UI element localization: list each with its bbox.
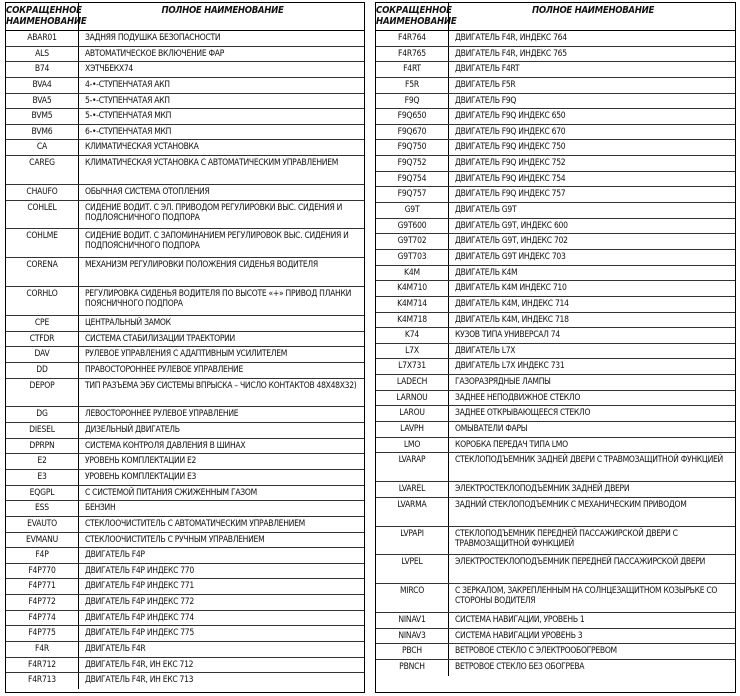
table-row [6,579,364,595]
table-row [376,422,735,438]
full-name-cell: ДВИГАТЕЛЬ K4M ИНДЕКС 710 [455,283,567,294]
table-row [6,78,364,94]
table-row [376,297,735,313]
abbreviation-cell: G9T [376,203,449,218]
full-name-cell: ЗАДНИЙ СТЕКЛОПОДЪЕМНИК С МЕХАНИЧЕСКИМ ПРИВОДОМ [455,499,687,510]
abbreviation-cell: MIRCO [376,584,449,612]
abbreviation-cell: CTFDR [6,332,79,347]
full-name-cell: СИСТЕМА НАВИГАЦИИ УРОВЕНЬ 3 [455,630,583,641]
full-name-cell: ДВИГАТЕЛЬ L7X ИНДЕКС 731 [455,361,565,372]
table-row [6,470,364,486]
full-name-cell: ДВИГАТЕЛЬ G9T [455,205,517,216]
table-row [6,140,364,156]
full-name-cell: ДВИГАТЕЛЬ F9Q [455,95,517,106]
full-name-cell: ДВИГАТЕЛЬ F4P [85,550,145,561]
abbreviation-cell: DD [6,363,79,378]
abbreviation-cell: B74 [6,62,79,77]
full-name-cell: ЭЛЕКТРОСТЕКЛОПОДЪЕМНИК ПЕРЕДНЕЙ ПАССАЖИРСКОЙ ДВЕРИ [455,557,706,568]
table-row [376,156,735,172]
full-name-cell: КОРОБКА ПЕРЕДАЧ ТИПА LMO [455,439,568,450]
abbreviation-cell: CORENA [6,258,79,286]
table-row [376,660,735,676]
abbreviation-cell: K4M714 [376,297,449,312]
abbreviation-cell: F9Q670 [376,125,449,140]
full-name-cell: ДВИГАТЕЛЬ L7X [455,345,516,356]
abbreviations-table-right [375,2,736,693]
abbreviation-cell: BVA5 [6,94,79,109]
full-name-cell: ДВИГАТЕЛЬ F4P ИНДЕКС 770 [85,565,194,576]
abbreviation-cell: F9Q [376,94,449,109]
abbreviation-cell: ESS [6,501,79,516]
table-row [376,584,735,613]
table-row [376,140,735,156]
table-row [6,501,364,517]
full-name-cell: ДВИГАТЕЛЬ F9Q ИНДЕКС 650 [455,111,566,122]
abbreviation-cell: CORHLO [6,287,79,315]
abbreviation-cell: F4R765 [376,47,449,62]
table-row [376,187,735,203]
table-row [6,125,364,141]
abbreviation-cell: DPRPN [6,439,79,454]
table-row [376,328,735,344]
full-name-cell: ВЕТРОВОЕ СТЕКЛО БЕЗ ОБОГРЕВА [455,662,585,673]
full-name-cell: ЗАДНЕЕ ОТКРЫВАЮЩЕЕСЯ СТЕКЛО [455,408,591,419]
abbreviation-cell: F4R712 [6,658,79,673]
full-name-cell: СИДЕНИЕ ВОДИТ. С ЭЛ. ПРИВОДОМ РЕГУЛИРОВКИ ВЫС. СИДЕНИЯ И ПОДЛОЯСНИЧНОГО ПОДПОРА [85,202,343,223]
full-name-cell: ОБЫЧНАЯ СИСТЕМА ОТОПЛЕНИЯ [85,186,210,197]
full-name-cell: ГАЗОРАЗРЯДНЫЕ ЛАМПЫ [455,377,551,388]
table-row [376,391,735,407]
table-row [6,47,364,63]
full-name-cell: ЗАДНЕЕ НЕПОДВИЖНОЕ СТЕКЛО [455,392,581,403]
abbreviation-cell: F4P770 [6,564,79,579]
table-row [6,564,364,580]
full-name-cell: БЕНЗИН [85,503,116,514]
abbreviation-cell: DEPOP [6,379,79,407]
table-row [376,344,735,360]
table-row [376,453,735,482]
table-row [6,316,364,332]
abbreviation-cell: G9T702 [376,234,449,249]
table-row [376,313,735,329]
abbreviation-cell: F4P772 [6,595,79,610]
table-row [376,359,735,375]
abbreviation-cell: NINAV3 [376,629,449,644]
abbreviation-cell: K74 [376,328,449,343]
header-code: СОКРАЩЕННОЕ НАИМЕНОВАНИЕ [376,3,449,30]
table-row [6,363,364,379]
table-row [6,185,364,201]
table-row [376,438,735,454]
abbreviation-cell: EVMANU [6,533,79,548]
full-name-cell: СТЕКЛОПОДЪЕМНИК ПЕРЕДНЕЙ ПАССАЖИРСКОЙ ДВЕРИ С ТРАВМОЗАЩИТНОЙ ФУНКЦИЕЙ [455,528,678,549]
abbreviation-cell: LVARMA [376,498,449,526]
full-name-cell: УРОВЕНЬ КОМПЛЕКТАЦИИ E3 [85,471,197,482]
full-name-cell: ДВИГАТЕЛЬ F9Q ИНДЕКС 752 [455,158,566,169]
full-name-cell: ХЭТЧБЕКХ74 [85,64,133,75]
abbreviation-cell: E2 [6,454,79,469]
header-name: ПОЛНОЕ НАИМЕНОВАНИЕ [531,5,654,16]
table-row [6,673,364,689]
table-row [376,109,735,125]
abbreviation-cell: F9Q757 [376,187,449,202]
abbreviation-cell: PBCH [376,644,449,659]
table-row [6,642,364,658]
full-name-cell: УРОВЕНЬ КОМПЛЕКТАЦИИ E2 [85,456,197,467]
full-name-cell: ВЕТРОВОЕ СТЕКЛО С ЭЛЕКТРООБОГРЕВОМ [455,646,617,657]
header-code: СОКРАЩЕННОЕ НАИМЕНОВАНИЕ [6,3,79,30]
full-name-cell: ДВИГАТЕЛЬ G9T ИНДЕКС 703 [455,251,566,262]
full-name-cell: МЕХАНИЗМ РЕГУЛИРОВКИ ПОЛОЖЕНИЯ СИДЕНЬЯ ВОДИТЕЛЯ [85,260,318,271]
abbreviation-cell: CA [6,140,79,155]
abbreviation-cell: LAROU [376,406,449,421]
abbreviation-cell: K4M718 [376,313,449,328]
full-name-cell: ДВИГАТЕЛЬ F9Q ИНДЕКС 670 [455,126,566,137]
table-row [376,62,735,78]
abbreviation-cell: F9Q650 [376,109,449,124]
abbreviation-cell: BVM6 [6,125,79,140]
table-row [376,613,735,629]
full-name-cell: ДВИГАТЕЛЬ F4R, ИН ЕКС 713 [85,675,194,686]
table-row [6,229,364,258]
table-row [6,62,364,78]
full-name-cell: С ЗЕРКАЛОМ, ЗАКРЕПЛЕННЫМ НА СОЛНЦЕЗАЩИТНОМ КОЗЫРЬКЕ СО СТОРОНЫ ВОДИТЕЛЯ [455,586,718,607]
table-row [6,332,364,348]
abbreviation-cell: PBNCH [376,660,449,676]
full-name-cell: 5-•-СТУПЕНЧАТАЯ МКП [85,111,172,122]
full-name-cell: КЛИМАТИЧЕСКАЯ УСТАНОВКА [85,142,199,153]
full-name-cell: ПРАВОСТОРОННЕЕ РУЛЕВОЕ УПРАВЛЕНИЕ [85,364,243,375]
table-row [376,498,735,527]
abbreviation-cell: F4P [6,548,79,563]
abbreviation-cell: L7X [376,344,449,359]
full-name-cell: ДВИГАТЕЛЬ F4P ИНДЕКС 774 [85,612,194,623]
abbreviation-cell: E3 [6,470,79,485]
abbreviation-cell: F9Q750 [376,140,449,155]
table-row [376,234,735,250]
table-row [6,439,364,455]
abbreviation-cell: LAVPH [376,422,449,437]
full-name-cell: ДВИГАТЕЛЬ G9T, ИНДЕКС 600 [455,220,568,231]
abbreviations-table-left [5,2,365,693]
abbreviation-cell: F4RT [376,62,449,77]
table-row [376,250,735,266]
table-row [6,486,364,502]
table-row [6,595,364,611]
abbreviation-cell: F4R764 [376,31,449,46]
full-name-cell: ДВИГАТЕЛЬ F4RT [455,64,520,75]
full-name-cell: РУЛЕВОЕ УПРАВЛЕНИЯ С АДАПТИВНЫМ УСИЛИТЕЛЕМ [85,349,288,360]
table-row [376,629,735,645]
full-name-cell: ДВИГАТЕЛЬ F4R, ИНДЕКС 764 [455,33,567,43]
table-row [376,406,735,422]
abbreviation-cell: F4P771 [6,579,79,594]
abbreviation-cell: G9T703 [376,250,449,265]
abbreviation-cell: EVAUTO [6,517,79,532]
full-name-cell: КУЗОВ ТИПА УНИВЕРСАЛ 74 [455,330,560,341]
abbreviation-cell: K4M710 [376,281,449,296]
full-name-cell: СТЕКЛОПОДЪЕМНИК ЗАДНЕЙ ДВЕРИ С ТРАВМОЗАЩИТНОЙ ФУНКЦИЕЙ [455,455,723,466]
table-row [6,611,364,627]
abbreviation-cell: ABAR01 [6,31,79,46]
full-name-cell: ДИЗЕЛЬНЫЙ ДВИГАТЕЛЬ [85,425,180,436]
table-row [376,266,735,282]
abbreviation-cell: CHAUFO [6,185,79,200]
abbreviation-cell: LMO [376,438,449,453]
table-row [6,533,364,549]
table-row [6,658,364,674]
table-row [6,258,364,287]
full-name-cell: ДВИГАТЕЛЬ K4M, ИНДЕКС 718 [455,314,569,325]
table-row [376,527,735,556]
abbreviation-cell: G9T600 [376,219,449,234]
full-name-cell: АВТОМАТИЧЕСКОЕ ВКЛЮЧЕНИЕ ФАР [85,48,225,59]
abbreviation-cell: CAREG [6,156,79,184]
full-name-cell: ЦЕНТРАЛЬНЫЙ ЗАМОК [85,317,171,328]
table-row [376,219,735,235]
abbreviation-cell: COHLEL [6,201,79,229]
abbreviation-cell: ALS [6,47,79,62]
abbreviation-cell: DIESEL [6,423,79,438]
table-body-left [6,31,364,689]
table-header [6,3,364,31]
table-row [6,109,364,125]
full-name-cell: 5-•-СТУПЕНЧАТАЯ АКП [85,95,170,106]
full-name-cell: ТИП РАЗЪЕМА ЭБУ СИСТЕМЫ ВПРЫСКА – ЧИСЛО КОНТАКТОВ 48Х48Х32) [85,380,357,391]
table-row [376,47,735,63]
table-row [6,94,364,110]
full-name-cell: ДВИГАТЕЛЬ F9Q ИНДЕКС 750 [455,142,566,153]
abbreviation-cell: F4R [6,642,79,657]
abbreviation-cell: BVM5 [6,109,79,124]
full-name-cell: ОМЫВАТЕЛИ ФАРЫ [455,424,528,435]
full-name-cell: СИДЕНИЕ ВОДИТ. С ЗАПОМИНАНИЕМ РЕГУЛИРОВОК ВЫС. СИДЕНИЯ И ПОДПОЯСНИЧНОГО ПОДПОРА [85,231,349,252]
abbreviation-cell: NINAV1 [376,613,449,628]
table-header [376,3,735,31]
table-row [6,548,364,564]
table-row [376,203,735,219]
table-row [6,31,364,47]
abbreviation-cell: LVPAPI [376,527,449,555]
abbreviation-cell: LVARAP [376,453,449,481]
table-row [6,201,364,230]
full-name-cell: ДВИГАТЕЛЬ F4R, ИН ЕКС 712 [85,659,194,670]
table-row [376,125,735,141]
full-name-cell: СТЕКЛООЧИСТИТЕЛЬ С РУЧНЫМ УПРАВЛЕНИЕМ [85,534,265,545]
abbreviation-cell: LVAREL [376,482,449,497]
table-row [376,281,735,297]
table-row [6,156,364,185]
table-row [376,78,735,94]
table-row [376,644,735,660]
table-row [6,626,364,642]
full-name-cell: 6-•-СТУПЕНЧАТАЯ МКП [85,126,172,137]
full-name-cell: ДВИГАТЕЛЬ K4M [455,267,518,278]
full-name-cell: ДВИГАТЕЛЬ F4P ИНДЕКС 772 [85,597,194,608]
full-name-cell: СИСТЕМА КОНТРОЛЯ ДАВЛЕНИЯ В ШИНАХ [85,440,246,451]
table-row [376,172,735,188]
full-name-cell: ДВИГАТЕЛЬ F9Q ИНДЕКС 757 [455,189,566,200]
header-name: ПОЛНОЕ НАИМЕНОВАНИЕ [161,5,284,16]
abbreviation-cell: BVA4 [6,78,79,93]
full-name-cell: СТЕКЛООЧИСТИТЕЛЬ С АВТОМАТИЧЕСКИМ УПРАВЛЕНИЕМ [85,518,305,529]
abbreviation-cell: F4P775 [6,626,79,641]
abbreviation-cell: LVPEL [376,555,449,583]
table-row [6,517,364,533]
full-name-cell: ЗАДНЯЯ ПОДУШКА БЕЗОПАСНОСТИ [85,33,221,43]
full-name-cell: ДВИГАТЕЛЬ F4R [85,644,146,654]
full-name-cell: ДВИГАТЕЛЬ F9Q ИНДЕКС 754 [455,173,566,184]
abbreviation-cell: COHLME [6,229,79,257]
table-row [6,423,364,439]
table-row [376,31,735,47]
full-name-cell: С СИСТЕМОЙ ПИТАНИЯ СЖИЖЕННЫМ ГАЗОМ [85,487,257,498]
table-row [376,555,735,584]
table-row [6,454,364,470]
full-name-cell: ДВИГАТЕЛЬ F4P ИНДЕКС 771 [85,581,194,592]
table-row [6,347,364,363]
abbreviation-cell: L7X731 [376,359,449,374]
abbreviation-cell: F5R [376,78,449,93]
table-row [376,482,735,498]
abbreviation-cell: DG [6,407,79,422]
full-name-cell: ЭЛЕКТРОСТЕКЛОПОДЪЕМНИК ЗАДНЕЙ ДВЕРИ [455,484,630,495]
abbreviation-cell: F4P774 [6,611,79,626]
full-name-cell: СИСТЕМА НАВИГАЦИИ, УРОВЕНЬ 1 [455,615,585,626]
full-name-cell: РЕГУЛИРОВКА СИДЕНЬЯ ВОДИТЕЛЯ ПО ВЫСОТЕ «+» ПРИВОД ПЛАНКИ ПОЯСНИЧНОГО ПОДПОРА [85,289,352,310]
full-name-cell: ДВИГАТЕЛЬ K4M, ИНДЕКС 714 [455,298,569,309]
full-name-cell: ЛЕВОСТОРОННЕЕ РУЛЕВОЕ УПРАВЛЕНИЕ [85,409,239,420]
full-name-cell: 4-•-СТУПЕНЧАТАЯ АКП [85,79,170,90]
table-row [6,379,364,408]
table-row [376,375,735,391]
full-name-cell: ДВИГАТЕЛЬ F4R, ИНДЕКС 765 [455,48,567,59]
full-name-cell: СИСТЕМА СТАБИЛИЗАЦИИ ТРАЕКТОРИИ [85,333,235,344]
full-name-cell: ДВИГАТЕЛЬ G9T, ИНДЕКС 702 [455,236,568,247]
abbreviation-cell: F9Q752 [376,156,449,171]
abbreviation-cell: LADECH [376,375,449,390]
abbreviation-cell: DAV [6,347,79,362]
full-name-cell: КЛИМАТИЧЕСКАЯ УСТАНОВКА С АВТОМАТИЧЕСКИМ УПРАВЛЕНИЕМ [85,158,339,169]
abbreviation-cell: EQGPL [6,486,79,501]
table-body-right [376,31,735,676]
table-row [6,407,364,423]
abbreviation-cell: K4M [376,266,449,281]
table-row [6,287,364,316]
abbreviation-cell: F9Q754 [376,172,449,187]
table-row [376,94,735,110]
abbreviation-cell: F4R713 [6,673,79,689]
full-name-cell: ДВИГАТЕЛЬ F4P ИНДЕКС 775 [85,628,194,639]
abbreviation-cell: LARNOU [376,391,449,406]
abbreviation-cell: CPE [6,316,79,331]
full-name-cell: ДВИГАТЕЛЬ F5R [455,79,516,90]
